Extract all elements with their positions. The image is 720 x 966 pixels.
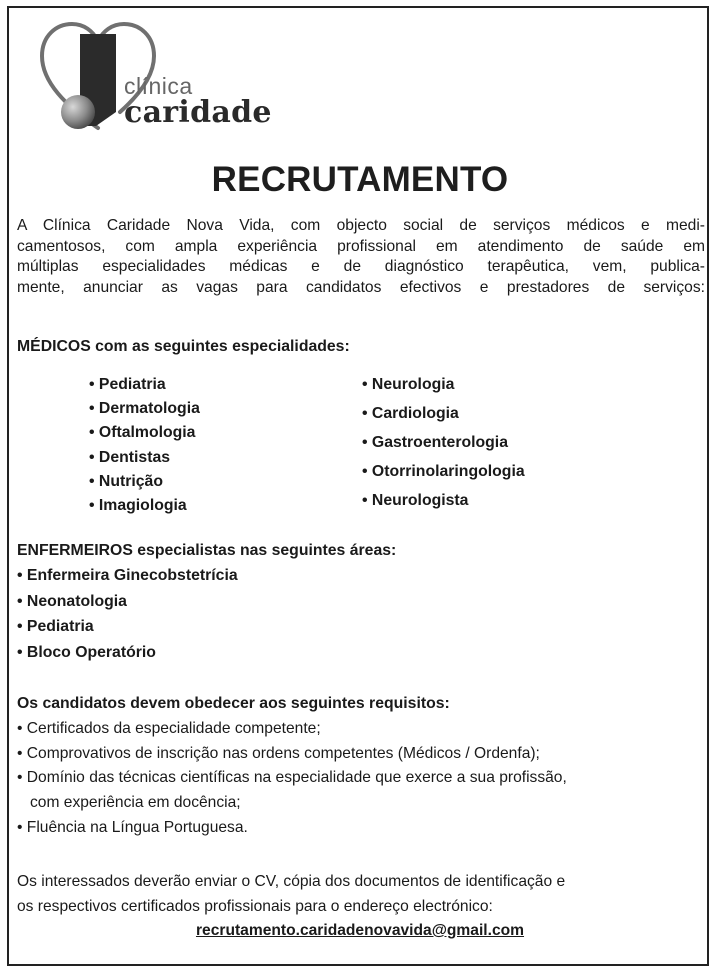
list-item: • Gastroenterologia (362, 434, 508, 451)
list-item-continuation: com experiência em docência; (17, 794, 241, 811)
list-item: • Neurologista (362, 492, 469, 509)
logo-small-text: clínica (124, 73, 193, 99)
list-item: • Oftalmologia (89, 424, 196, 441)
list-item: • Dermatologia (89, 400, 200, 417)
intro-paragraph (17, 216, 705, 298)
intro-line: mente, anunciar as vagas para candidatos efectivos e prestadores de serviços: (17, 278, 705, 296)
list-item: • Nutrição (89, 473, 163, 490)
intro-line: camentosos, com ampla experiência profissional em atendimento de saúde em (17, 237, 705, 255)
list-item: • Neurologia (362, 376, 455, 393)
list-item: • Otorrinolaringologia (362, 463, 525, 480)
list-item: • Pediatria (17, 618, 94, 635)
intro-line: múltiplas especialidades médicas e de diagnóstico terapêutica, vem, publica- (17, 258, 705, 275)
list-item: • Neonatologia (17, 593, 127, 610)
list-item: • Dentistas (89, 449, 171, 466)
list-item: • Comprovativos de inscrição nas ordens competentes (Médicos / Ordenfa); (17, 745, 540, 762)
list-item: • Domínio das técnicas científicas na especialidade que exerce a sua profissão, (17, 769, 567, 786)
list-item: • Certificados da especialidade competente; (17, 720, 321, 737)
page-title: RECRUTAMENTO (211, 160, 509, 199)
list-item: • Bloco Operatório (17, 644, 156, 661)
logo-big-text: caridade (124, 95, 272, 130)
list-item: • Imagiologia (89, 497, 187, 514)
list-item: • Cardiologia (362, 405, 459, 422)
email-line (0, 922, 720, 940)
email-link[interactable]: recrutamento.caridadenovavida@gmail.com (195, 922, 525, 939)
enfermeiros-heading: ENFERMEIROS especialistas nas seguintes áreas: (17, 542, 397, 559)
list-item: • Fluência na Língua Portuguesa. (17, 819, 248, 836)
list-item: • Enfermeira Ginecobstetrícia (17, 567, 238, 584)
list-item: • Pediatria (89, 376, 166, 393)
closing-line: os respectivos certificados profissionais para o endereço electrónico: (17, 898, 493, 915)
intro-line: A Clínica Caridade Nova Vida, com objecto social de serviços médicos e medi- (17, 217, 705, 234)
requisitos-heading: Os candidatos devem obedecer aos seguintes requisitos: (17, 695, 450, 712)
closing-line: Os interessados deverão enviar o CV, cópia dos documentos de identificação e (17, 873, 566, 890)
medicos-heading: MÉDICOS com as seguintes especialidades: (17, 338, 350, 355)
